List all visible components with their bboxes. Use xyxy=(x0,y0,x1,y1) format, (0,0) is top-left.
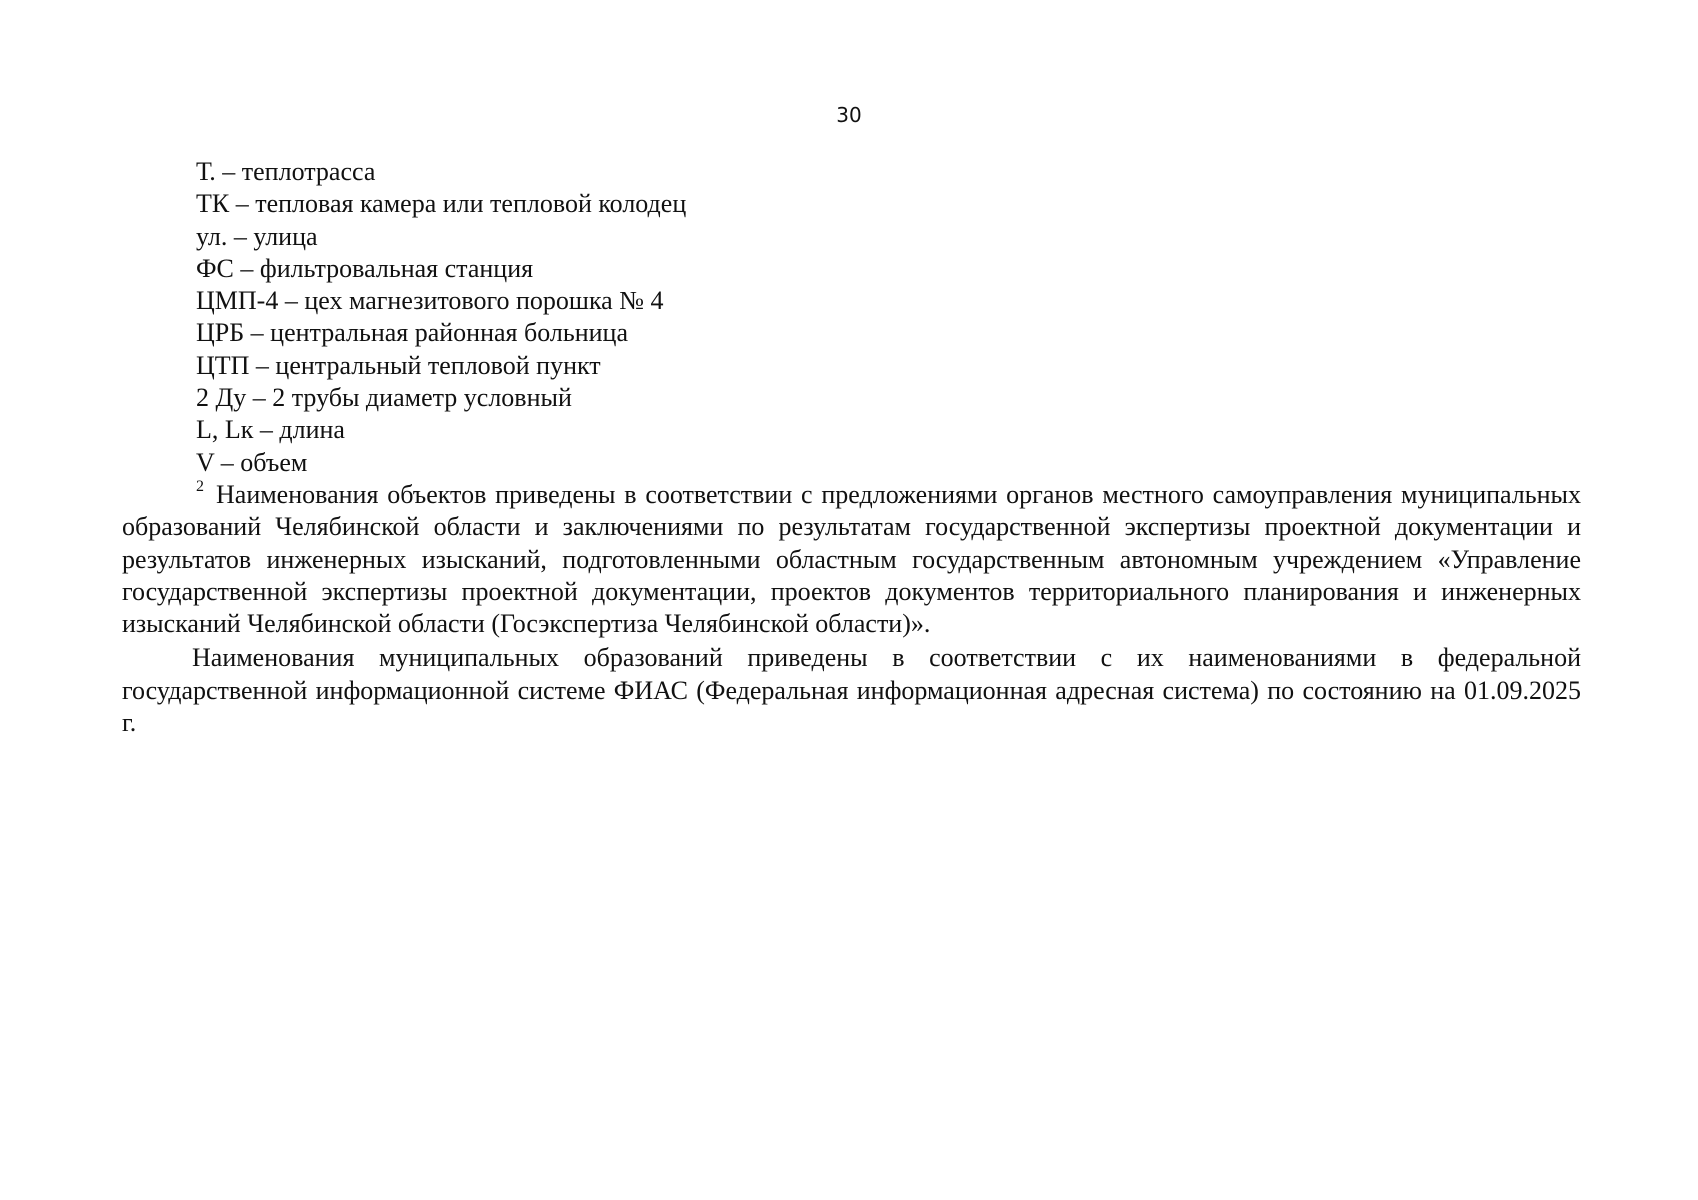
footnote-text: Наименования объектов приведены в соответствии с предложениями органов местного самоуправления муниципальных образований Челябинской области и заключениями по результатам государственной экспертизы проектной документации и результатов инженерных изысканий, подготовленными областным государственным автономным учреждением «Управление государственной экспертизы проектной документации, проектов документов территориального планирования и инженерных изысканий Челябинской области (Госэкспертиза Челябинской области)». xyxy=(122,480,1581,639)
abbreviation-item: ул. – улица xyxy=(196,221,318,251)
footnote-mark: 2 xyxy=(196,478,204,495)
abbreviation-item: ФС – фильтровальная станция xyxy=(196,253,534,283)
abbreviation-item: L, Lк – длина xyxy=(196,415,345,445)
abbreviation-item: ЦМП-4 – цех магнезитового порошка № 4 xyxy=(196,286,664,316)
page-number: 30 xyxy=(836,103,862,127)
abbreviation-item: ЦТП – центральный тепловой пункт xyxy=(196,350,601,380)
note-paragraph: Наименования муниципальных образований приведены в соответствии с их наименованиями в федеральной государственной информационной системе ФИАС (Федеральная информационная адресная система) по состоянию на 01.09.2025 г. xyxy=(122,643,1581,738)
abbreviation-item: ЦРБ – центральная районная больница xyxy=(196,318,629,348)
footnote-paragraph xyxy=(122,479,1581,640)
abbreviation-item: Т. – теплотрасса xyxy=(196,157,376,186)
body-text xyxy=(122,479,1581,739)
abbreviation-list xyxy=(196,156,1396,479)
abbreviation-item: 2 Ду – 2 трубы диаметр условный xyxy=(196,383,572,413)
abbreviation-item: ТК – тепловая камера или тепловой колодец xyxy=(196,189,687,219)
abbreviation-item: V – объем xyxy=(196,447,308,477)
